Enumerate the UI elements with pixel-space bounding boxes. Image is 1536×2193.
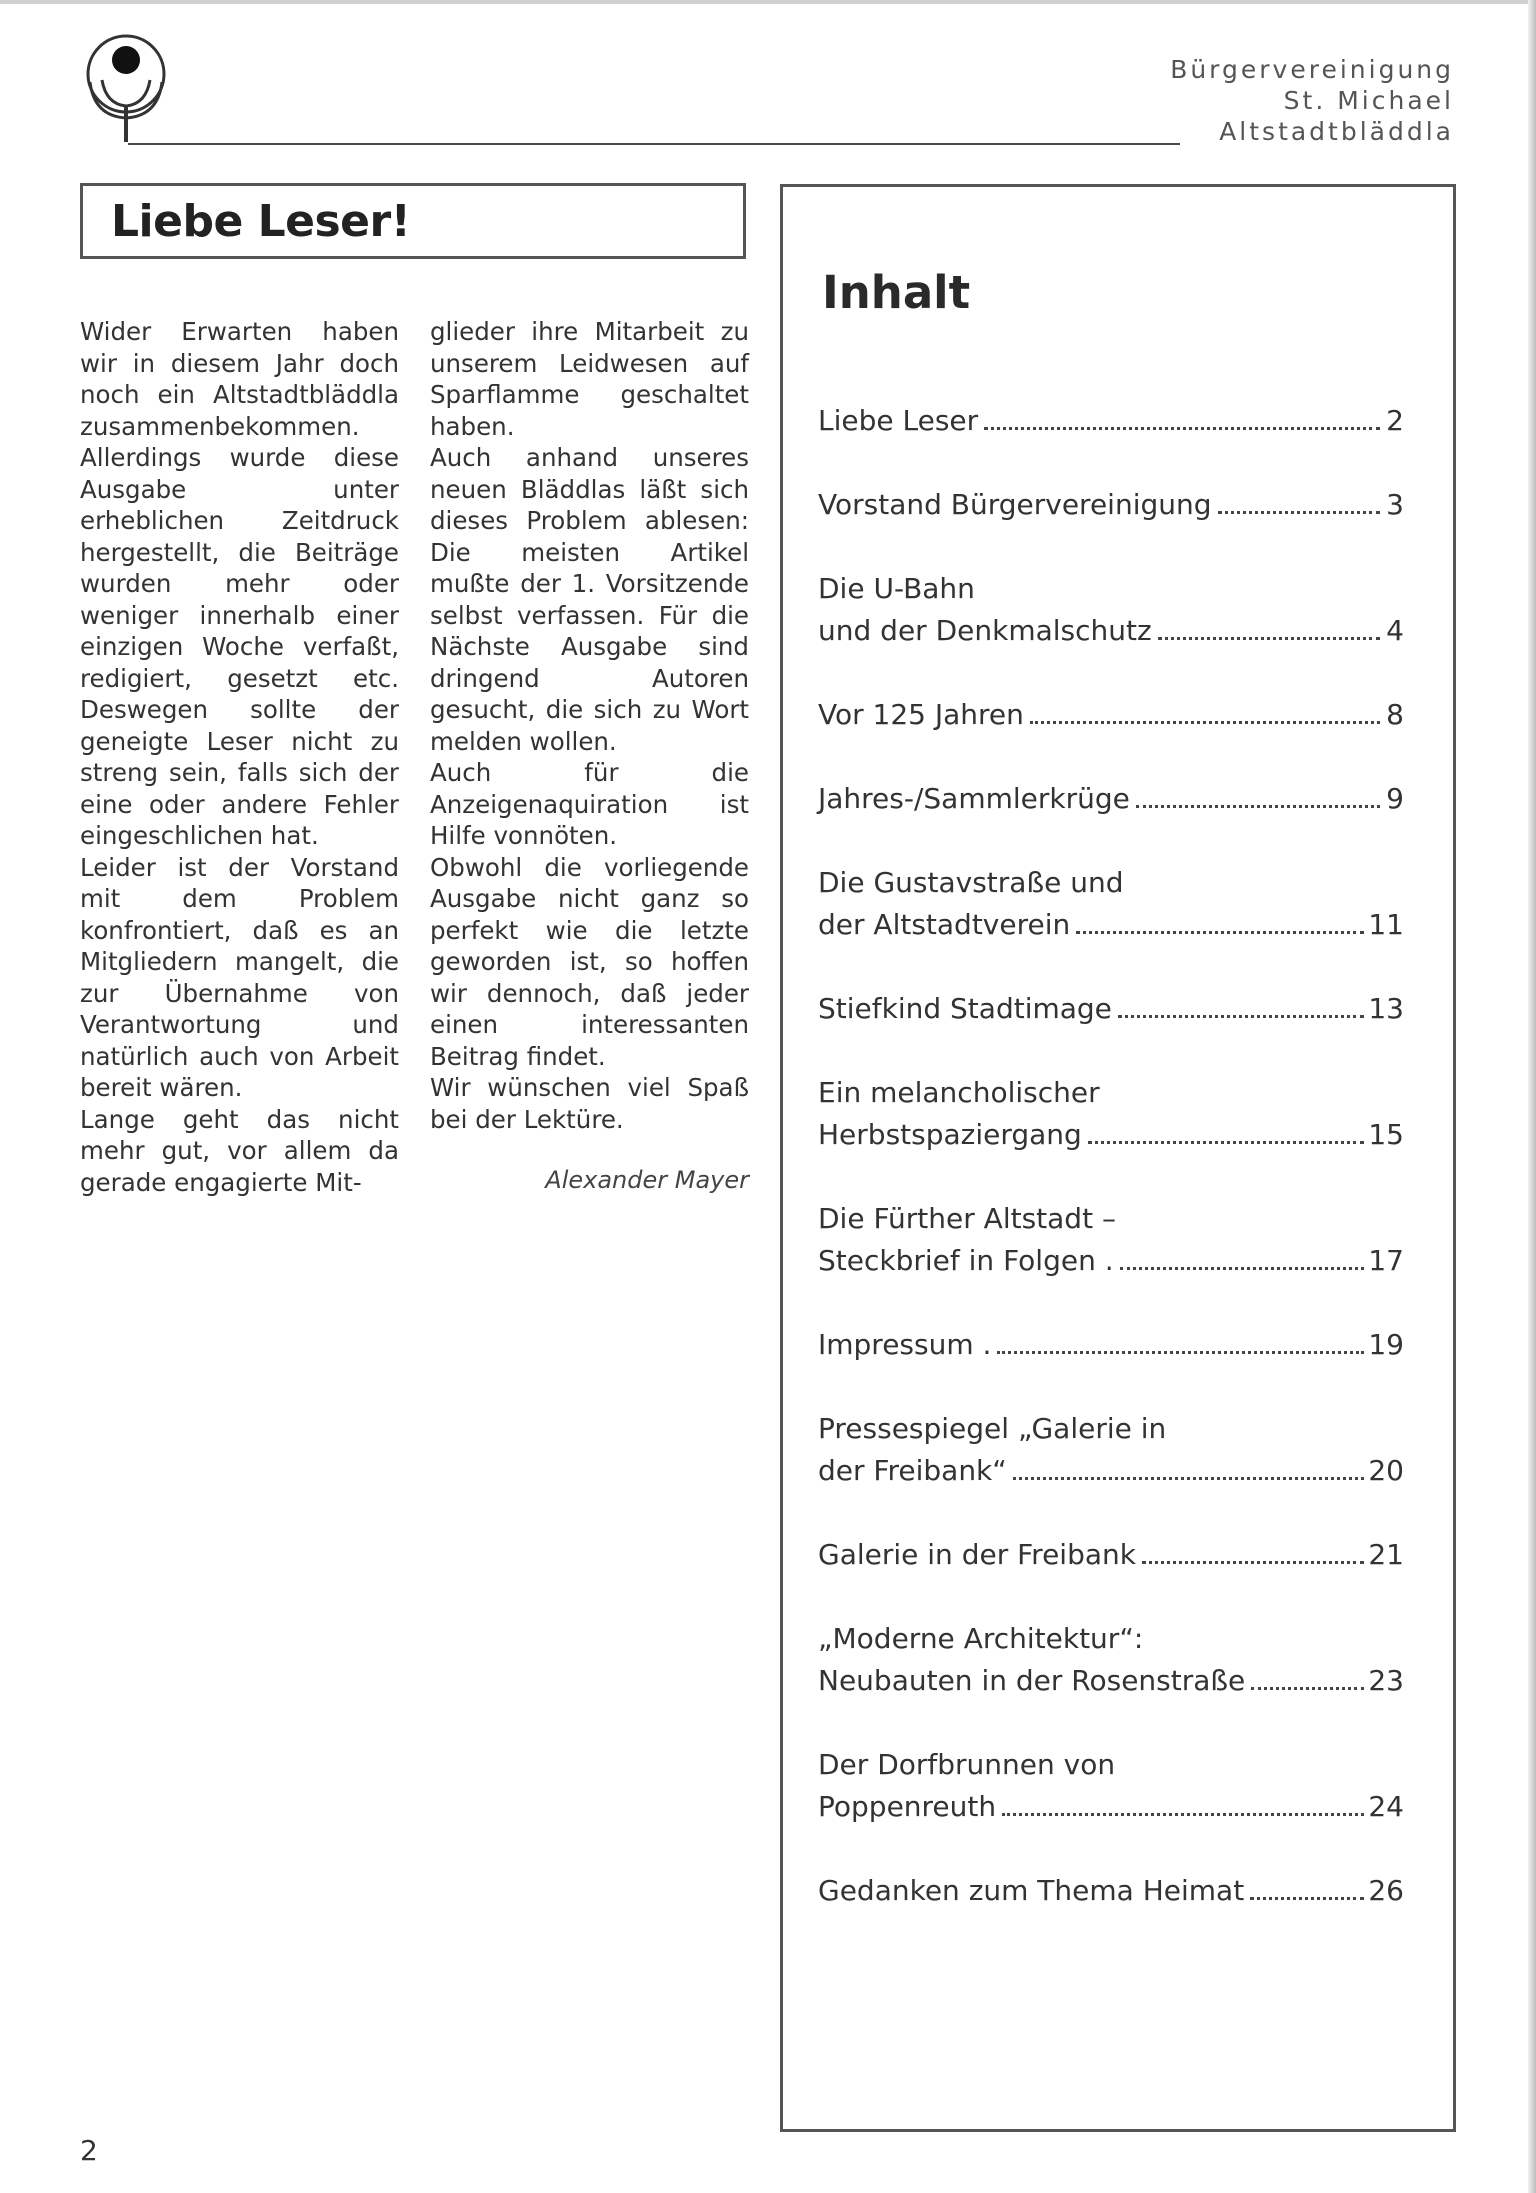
dot-leader xyxy=(1218,511,1380,514)
toc-entry-title: Jahres-/Sammlerkrüge xyxy=(818,782,1130,815)
dot-leader xyxy=(1088,1141,1365,1144)
org-name: Bürgervereinigung xyxy=(1170,55,1454,84)
toc-page-number: 26 xyxy=(1368,1874,1404,1907)
toc-list xyxy=(818,400,1404,1954)
toc-entry xyxy=(818,1198,1404,1282)
toc-entry xyxy=(818,1870,1404,1912)
toc-entry-line xyxy=(818,610,1404,652)
toc-page-number: 17 xyxy=(1368,1244,1404,1277)
toc-entry xyxy=(818,694,1404,736)
editorial-title: Liebe Leser! xyxy=(111,196,411,247)
dot-leader xyxy=(1076,931,1364,934)
toc-entry-line xyxy=(818,1534,1404,1576)
paragraph: Allerdings wurde diese Ausgabe unter erheblichen Zeitdruck hergestellt, die Beiträge wurden mehr oder weniger innerhalb einer einzigen Woche verfaßt, redigiert, gesetzt etc. Deswegen sollte der geneigte Leser nicht zu streng sein, falls sich der eine oder andere Fehler eingeschlichen hat. xyxy=(80,443,399,850)
toc-entry-title: Die U-Bahn xyxy=(818,572,975,605)
dot-leader xyxy=(1250,1897,1364,1900)
toc-entry-line xyxy=(818,988,1404,1030)
dot-leader xyxy=(997,1351,1364,1354)
dot-leader xyxy=(984,427,1380,430)
toc-entry-title: Die Gustavstraße und xyxy=(818,866,1124,899)
dot-leader xyxy=(1136,805,1380,808)
toc-page-number: 24 xyxy=(1368,1790,1404,1823)
toc-entry-line xyxy=(818,1198,1404,1240)
toc-entry xyxy=(818,1324,1404,1366)
toc-entry-line xyxy=(818,484,1404,526)
publication-name: Altstadtbläddla xyxy=(1219,117,1454,146)
toc-entry-title: der Freibank“ xyxy=(818,1454,1007,1487)
dot-leader xyxy=(1251,1687,1364,1690)
toc-page-number: 9 xyxy=(1386,782,1404,815)
toc-entry-title: der Altstadtverein xyxy=(818,908,1071,941)
paragraph: Leider ist der Vorstand mit dem Problem konfrontiert, daß es an Mitgliedern mangelt, die zur Übernahme von Verantwortung und natürlich auch von Arbeit bereit wären. xyxy=(80,852,399,1102)
toc-entry-title: Ein melancholischer xyxy=(818,1076,1100,1109)
paragraph: Auch anhand unseres neuen Bläddlas läßt sich dieses Problem ablesen: Die meisten Artikel mußte der 1. Vorsitzende selbst verfassen. Für die Nächste Ausgabe sind dringend Autoren gesucht, die sich zu Wort melden wollen. xyxy=(430,443,749,756)
toc-entry-line xyxy=(818,778,1404,820)
toc-entry-title: Pressespiegel „Galerie in xyxy=(818,1412,1167,1445)
toc-entry xyxy=(818,568,1404,652)
toc-page-number: 21 xyxy=(1368,1538,1404,1571)
toc-entry-line xyxy=(818,568,1404,610)
toc-entry xyxy=(818,778,1404,820)
dot-leader xyxy=(1120,1267,1365,1270)
association-logo-icon xyxy=(72,30,180,142)
toc-page-number: 2 xyxy=(1386,404,1404,437)
paragraph: Wider Erwarten haben wir in diesem Jahr doch noch ein Altstadtbläddla zusammenbekommen. xyxy=(80,317,399,441)
dot-leader xyxy=(1142,1561,1364,1564)
toc-entry-line xyxy=(818,1240,1404,1282)
toc-entry-title: Impressum . xyxy=(818,1328,992,1361)
toc-entry-line xyxy=(818,1660,1404,1702)
toc-entry-title: Vor 125 Jahren xyxy=(818,698,1024,731)
toc-entry-line xyxy=(818,862,1404,904)
toc-entry-line xyxy=(818,1114,1404,1156)
toc-entry xyxy=(818,1744,1404,1828)
toc-page-number: 3 xyxy=(1386,488,1404,521)
page-number: 2 xyxy=(80,2134,98,2167)
dot-leader xyxy=(1118,1015,1364,1018)
toc-entry-line xyxy=(818,1870,1404,1912)
toc-entry-title: Herbstspaziergang xyxy=(818,1118,1082,1151)
toc-entry-line xyxy=(818,1072,1404,1114)
toc-entry-title: Poppenreuth xyxy=(818,1790,997,1823)
header-rule xyxy=(128,143,1180,145)
publication-header xyxy=(1170,54,1454,147)
toc-entry-line xyxy=(818,400,1404,442)
paragraph: Wir wünschen viel Spaß bei der Lektüre. xyxy=(430,1073,749,1134)
toc-page-number: 15 xyxy=(1368,1118,1404,1151)
page-edge-shadow xyxy=(1528,0,1536,2193)
author-signature: Alexander Mayer xyxy=(545,1166,749,1194)
toc-entry-line xyxy=(818,904,1404,946)
org-subname: St. Michael xyxy=(1283,86,1454,115)
editorial-column-right xyxy=(430,316,749,1135)
toc-entry-title: Die Fürther Altstadt – xyxy=(818,1202,1116,1235)
toc-title: Inhalt xyxy=(822,266,971,319)
toc-entry-line xyxy=(818,1618,1404,1660)
toc-entry-title: Stiefkind Stadtimage xyxy=(818,992,1112,1025)
toc-entry xyxy=(818,400,1404,442)
toc-page-number: 23 xyxy=(1368,1664,1404,1697)
toc-entry-title: „Moderne Architektur“: xyxy=(818,1622,1144,1655)
toc-page-number: 19 xyxy=(1368,1328,1404,1361)
dot-leader xyxy=(1002,1813,1364,1816)
toc-entry xyxy=(818,1072,1404,1156)
toc-entry-line xyxy=(818,1744,1404,1786)
toc-page-number: 13 xyxy=(1368,992,1404,1025)
toc-entry-title: Steckbrief in Folgen . xyxy=(818,1244,1114,1277)
paragraph: Obwohl die vorliegende Ausgabe nicht ganz so perfekt wie die letzte geworden ist, so hoffen wir dennoch, daß jeder einen interessanten Beitrag findet. xyxy=(430,852,749,1071)
toc-page-number: 11 xyxy=(1368,908,1404,941)
toc-entry-line xyxy=(818,694,1404,736)
toc-page-number: 4 xyxy=(1386,614,1404,647)
paragraph: glieder ihre Mitarbeit zu unserem Leidwesen auf Sparflamme geschaltet haben. xyxy=(430,317,749,441)
toc-entry-title: Neubauten in der Rosenstraße xyxy=(818,1664,1246,1697)
editorial-title-box xyxy=(80,183,746,259)
toc-page-number: 20 xyxy=(1368,1454,1404,1487)
toc-entry xyxy=(818,484,1404,526)
toc-entry xyxy=(818,988,1404,1030)
toc-entry-title: Gedanken zum Thema Heimat xyxy=(818,1874,1245,1907)
toc-entry xyxy=(818,1534,1404,1576)
paragraph: Lange geht das nicht mehr gut, vor allem da gerade engagierte Mit- xyxy=(80,1104,399,1197)
toc-page-number: 8 xyxy=(1386,698,1404,731)
editorial-column-left xyxy=(80,316,399,1198)
toc-entry-title: Galerie in der Freibank xyxy=(818,1538,1136,1571)
toc-entry-title: Der Dorfbrunnen von xyxy=(818,1748,1116,1781)
toc-entry-line xyxy=(818,1786,1404,1828)
toc-entry-line xyxy=(818,1408,1404,1450)
dot-leader xyxy=(1158,637,1380,640)
toc-entry-title: und der Denkmalschutz xyxy=(818,614,1152,647)
toc-entry xyxy=(818,1408,1404,1492)
toc-entry-title: Vorstand Bürgervereinigung xyxy=(818,488,1212,521)
paragraph: Auch für die Anzeigenaquiration ist Hilfe vonnöten. xyxy=(430,758,749,850)
toc-entry-line xyxy=(818,1450,1404,1492)
dot-leader xyxy=(1013,1477,1365,1480)
page-edge xyxy=(0,0,1536,4)
toc-entry-title: Liebe Leser xyxy=(818,404,979,437)
dot-leader xyxy=(1030,721,1380,724)
toc-entry-line xyxy=(818,1324,1404,1366)
toc-entry xyxy=(818,1618,1404,1702)
toc-entry xyxy=(818,862,1404,946)
